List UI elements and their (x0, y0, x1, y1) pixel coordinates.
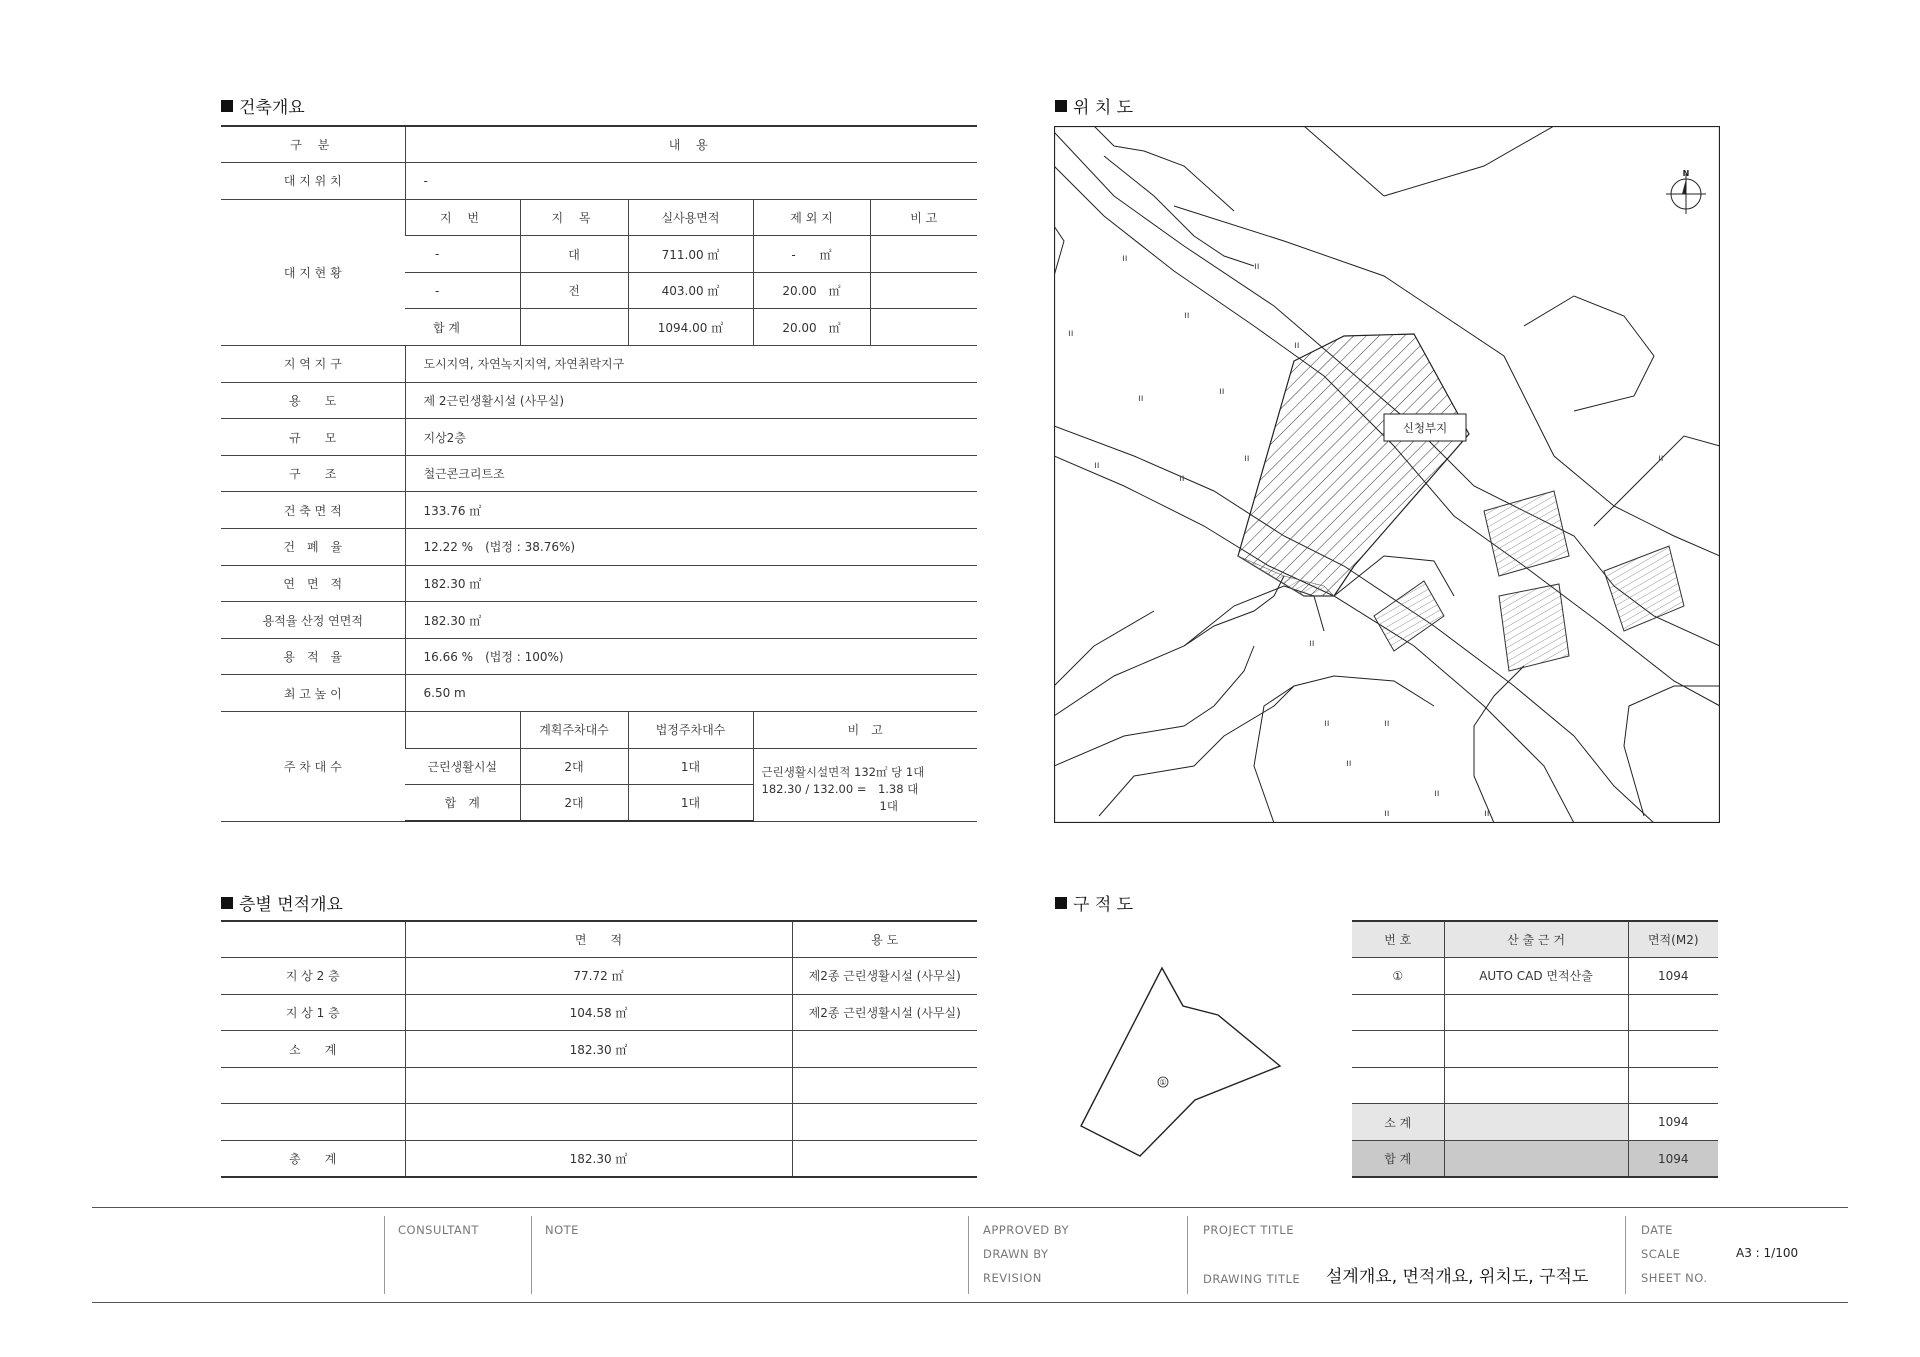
cell (870, 236, 977, 273)
sub-header-cell: 비 고 (870, 199, 977, 236)
floor-area-title (221, 890, 343, 915)
cell: 1대 (628, 785, 753, 822)
cell: 1094.00 ㎡ (628, 309, 753, 346)
date-label: DATE (1641, 1223, 1673, 1237)
consultant-label: CONSULTANT (398, 1223, 479, 1237)
cell: 근린생활시설 (405, 748, 520, 785)
sub-header-cell: 법정주차대수 (628, 712, 753, 749)
location-map-title-text: 위 치 도 (1073, 98, 1134, 118)
row-value: 133.76 ㎡ (405, 492, 977, 529)
row-label: 구 조 (221, 455, 405, 492)
cell: - ㎡ (753, 236, 870, 273)
floor-use: 제2종 근린생활시설 (사무실) (792, 958, 977, 995)
total-label: 합 계 (1352, 1141, 1444, 1178)
row-label: 연 면 적 (221, 565, 405, 602)
parking-note-line: 1대 (879, 799, 898, 814)
cell (1444, 994, 1628, 1031)
cell (520, 309, 628, 346)
table-row (221, 638, 977, 675)
floor-label: 지 상 1 층 (221, 994, 405, 1031)
sub-header-cell: 비 고 (753, 712, 977, 749)
table-row (221, 199, 977, 236)
floor-use (792, 1031, 977, 1068)
divider (1187, 1216, 1188, 1294)
svg-text:ıı: ıı (1309, 638, 1315, 649)
total-area: 1094 (1628, 1141, 1718, 1178)
cell: 711.00 ㎡ (628, 236, 753, 273)
cell (1628, 1031, 1718, 1068)
floor-area-title-text: 층별 면적개요 (239, 895, 343, 915)
subtotal-label: 소 계 (1352, 1104, 1444, 1141)
floor-use (792, 1141, 977, 1178)
cell: 2대 (520, 748, 628, 785)
header-cell: 번 호 (1352, 921, 1444, 958)
floor-area (405, 1067, 792, 1104)
cell: 20.00 ㎡ (753, 309, 870, 346)
sub-header-cell: 지 번 (405, 199, 520, 236)
cell (1628, 1067, 1718, 1104)
row-label: 건 폐 율 (221, 529, 405, 566)
row-label: 대 지 위 치 (221, 163, 405, 200)
floor-area: 104.58 ㎡ (405, 994, 792, 1031)
quadrature-plot (1070, 960, 1300, 1170)
total-row (1352, 1141, 1718, 1178)
sub-header-cell: 실사용면적 (628, 199, 753, 236)
cell: ① (1352, 958, 1444, 995)
svg-text:ıı: ıı (1179, 473, 1185, 484)
title-block (92, 1207, 1848, 1303)
floor-area-table (221, 920, 977, 1178)
sub-header-cell: 계획주차대수 (520, 712, 628, 749)
floor-area: 77.72 ㎡ (405, 958, 792, 995)
header-cell: 내 용 (405, 126, 977, 163)
divider (531, 1216, 532, 1294)
header-cell: 구 분 (221, 126, 405, 163)
table-row (221, 163, 977, 200)
svg-text:ıı: ıı (1658, 453, 1664, 464)
drawing-title: 설계개요, 면적개요, 위치도, 구적도 (1326, 1267, 1589, 1287)
parking-note-line: 근린생활시설면적 132㎡ 당 1대 (761, 765, 925, 780)
square-bullet-icon (1055, 897, 1067, 909)
cell (1444, 1031, 1628, 1068)
row-label: 지 역 지 구 (221, 346, 405, 383)
square-bullet-icon (221, 100, 233, 112)
row-label: 용 적 율 (221, 638, 405, 675)
table-row (221, 382, 977, 419)
row-value: 12.22 % (법정 : 38.76%) (405, 529, 977, 566)
parking-note-line: 182.30 / 132.00 = 1.38 대 (761, 782, 919, 797)
cell: 전 (520, 272, 628, 309)
table-row (1352, 994, 1718, 1031)
cell (870, 272, 977, 309)
row-label: 용적율 산정 연면적 (221, 602, 405, 639)
table-row (221, 1104, 977, 1141)
subtotal-area: 1094 (1628, 1104, 1718, 1141)
cell (870, 309, 977, 346)
table-row (221, 1031, 977, 1068)
note-label: NOTE (545, 1223, 579, 1237)
north-label: N (1682, 169, 1690, 178)
floor-use: 제2종 근린생활시설 (사무실) (792, 994, 977, 1031)
svg-text:ıı: ıı (1384, 718, 1390, 729)
cell: 대 (520, 236, 628, 273)
floor-label: 소 계 (221, 1031, 405, 1068)
row-label: 규 모 (221, 419, 405, 456)
row-value: 철근콘크리트조 (405, 455, 977, 492)
approved-by-label: APPROVED BY (983, 1223, 1070, 1237)
floor-label (221, 1067, 405, 1104)
square-bullet-icon (221, 897, 233, 909)
header-cell: 면 적 (405, 921, 792, 958)
row-value: 지상2층 (405, 419, 977, 456)
location-map (1054, 126, 1720, 823)
drawn-by-label: DRAWN BY (983, 1247, 1049, 1261)
floor-label: 총 계 (221, 1141, 405, 1178)
floor-area: 182.30 ㎡ (405, 1031, 792, 1068)
table-row (221, 712, 977, 749)
cell: - (405, 236, 520, 273)
quadrature-table (1352, 920, 1718, 1178)
table-row (221, 565, 977, 602)
building (1499, 584, 1569, 671)
svg-text:ıı: ıı (1138, 393, 1144, 404)
table-row (221, 346, 977, 383)
svg-text:ıı: ıı (1384, 808, 1390, 819)
row-value: 182.30 ㎡ (405, 602, 977, 639)
row-value: 182.30 ㎡ (405, 565, 977, 602)
table-row (221, 1067, 977, 1104)
floor-area: 182.30 ㎡ (405, 1141, 792, 1178)
cell: 20.00 ㎡ (753, 272, 870, 309)
svg-text:ıı: ıı (1122, 253, 1128, 264)
row-value: 제 2근린생활시설 (사무실) (405, 382, 977, 419)
table-row (221, 529, 977, 566)
header-cell (221, 921, 405, 958)
divider (968, 1216, 969, 1294)
location-map-title (1055, 93, 1133, 118)
subtotal-row (1352, 1104, 1718, 1141)
cell (1352, 1067, 1444, 1104)
sheet-no-label: SHEET NO. (1641, 1271, 1708, 1285)
floor-label: 지 상 2 층 (221, 958, 405, 995)
cell: 합 계 (405, 785, 520, 822)
cell (1444, 1141, 1628, 1178)
scale-label: SCALE (1641, 1247, 1681, 1261)
cell (1352, 1031, 1444, 1068)
table-row (1352, 1067, 1718, 1104)
table-row (221, 126, 977, 163)
cell: - (405, 272, 520, 309)
row-value: - (405, 163, 977, 200)
row-value: 도시지역, 자연녹지지역, 자연취락지구 (405, 346, 977, 383)
square-bullet-icon (1055, 100, 1067, 112)
row-value: 16.66 % (법정 : 100%) (405, 638, 977, 675)
building-overview-title (221, 93, 305, 118)
row-label: 주 차 대 수 (221, 712, 405, 822)
header-cell: 면적(M2) (1628, 921, 1718, 958)
sub-header-cell: 제 외 지 (753, 199, 870, 236)
revision-label: REVISION (983, 1271, 1042, 1285)
header-cell: 산 출 근 거 (1444, 921, 1628, 958)
cell (405, 712, 520, 749)
table-row (221, 921, 977, 958)
row-label: 건 축 면 적 (221, 492, 405, 529)
parking-note (753, 748, 977, 821)
quadrature-title (1055, 890, 1133, 915)
floor-label (221, 1104, 405, 1141)
scale-value: A3 : 1/100 (1736, 1246, 1799, 1260)
quadrature-title-text: 구 적 도 (1073, 895, 1134, 915)
table-row (221, 958, 977, 995)
floor-use (792, 1067, 977, 1104)
plot-marker: ① (1159, 1078, 1167, 1087)
table-row (221, 675, 977, 712)
drawing-title-label: DRAWING TITLE (1203, 1272, 1301, 1286)
svg-text:ıı: ıı (1346, 758, 1352, 769)
svg-text:ıı: ıı (1244, 453, 1250, 464)
svg-text:ıı: ıı (1294, 340, 1300, 351)
svg-text:ıı: ıı (1434, 788, 1440, 799)
table-row (221, 994, 977, 1031)
table-row (221, 455, 977, 492)
divider (1625, 1216, 1626, 1294)
site-label: 신청부지 (1402, 421, 1448, 435)
header-cell: 용 도 (792, 921, 977, 958)
quadrature-plot-polygon (1081, 968, 1280, 1156)
row-value: 6.50 m (405, 675, 977, 712)
table-row (221, 602, 977, 639)
floor-area (405, 1104, 792, 1141)
svg-text:ıı: ıı (1184, 310, 1190, 321)
sub-header-cell: 지 목 (520, 199, 628, 236)
cell: AUTO CAD 면적산출 (1444, 958, 1628, 995)
svg-text:ıı: ıı (1254, 261, 1260, 272)
svg-text:ıı: ıı (1068, 328, 1074, 339)
svg-text:ıı: ıı (1094, 460, 1100, 471)
table-row (221, 1141, 977, 1178)
table-row (221, 492, 977, 529)
row-label: 용 도 (221, 382, 405, 419)
cell: 합 계 (405, 309, 520, 346)
cell: 2대 (520, 785, 628, 822)
cell (1444, 1104, 1628, 1141)
row-label: 대 지 현 황 (221, 199, 405, 345)
cell: 403.00 ㎡ (628, 272, 753, 309)
svg-text:ıı: ıı (1219, 386, 1225, 397)
building-overview-title-text: 건축개요 (239, 98, 305, 118)
table-row (1352, 958, 1718, 995)
row-label: 최 고 높 이 (221, 675, 405, 712)
svg-text:ıı: ıı (1324, 718, 1330, 729)
cell (1444, 1067, 1628, 1104)
cell: 1094 (1628, 958, 1718, 995)
table-row (221, 419, 977, 456)
cell (1352, 994, 1444, 1031)
divider (384, 1216, 385, 1294)
table-row (1352, 921, 1718, 958)
cell: 1대 (628, 748, 753, 785)
table-row (1352, 1031, 1718, 1068)
project-title-label: PROJECT TITLE (1203, 1223, 1294, 1237)
building-overview-table (221, 125, 977, 822)
floor-use (792, 1104, 977, 1141)
cell (1628, 994, 1718, 1031)
svg-text:ıı: ıı (1484, 808, 1490, 819)
